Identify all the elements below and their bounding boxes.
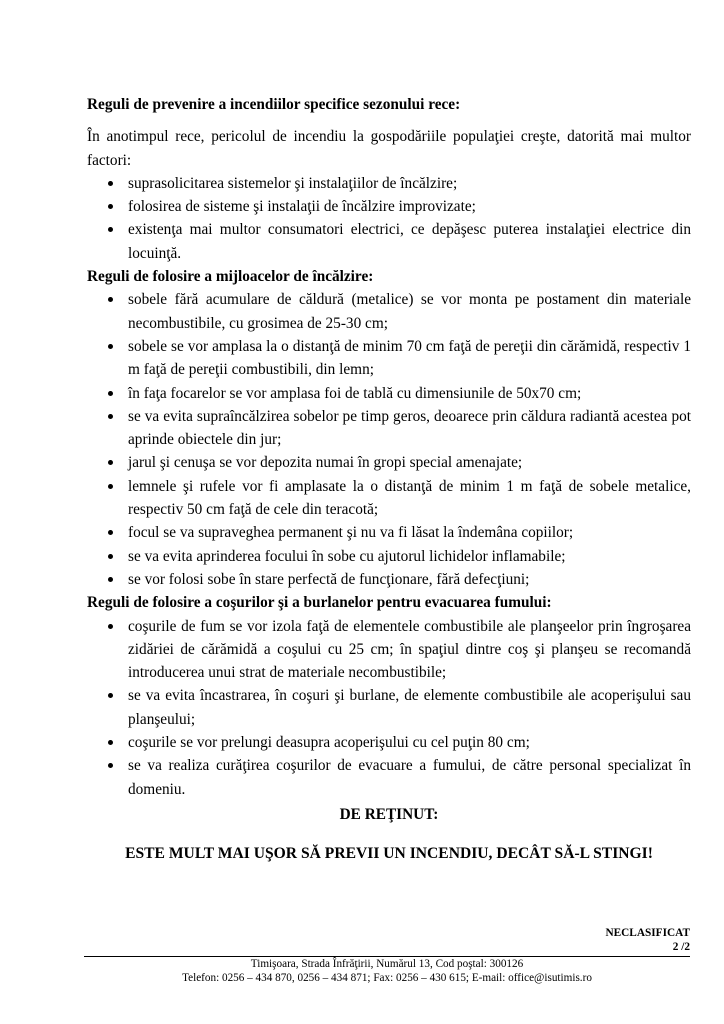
section-heading-heating: Reguli de folosire a mijloacelor de încălzire: — [87, 268, 374, 286]
document-body — [87, 93, 691, 866]
list-item: se va realiza curăţirea coşurilor de evacuare a fumului, de către personal specializat în domeniu. — [87, 754, 691, 801]
page-number: 2 /2 — [672, 941, 690, 953]
list-item: se va evita supraîncălzirea sobelor pe timp geros, deoarece prin căldura radiantă acestea pot aprinde obiectele din jur; — [87, 405, 691, 452]
footer-divider — [84, 956, 690, 957]
section-heading-cold-season: Reguli de prevenire a incendiilor specifice sezonului rece: — [87, 96, 461, 113]
list-item: în faţa focarelor se vor amplasa foi de tablă cu dimensiunile de 50x70 cm; — [87, 382, 691, 405]
list-item: sobele fără acumulare de căldură (metalice) se vor monta pe postament din materiale necombustibile, cu grosimea de 25-30 cm; — [87, 288, 691, 335]
classification-block — [605, 926, 690, 954]
heating-rules-list — [87, 288, 691, 591]
callout-slogan: ESTE MULT MAI UŞOR SĂ PREVII UN INCENDIU, DECÂT SĂ-L STINGI! — [125, 845, 653, 863]
list-item: coşurile de fum se vor izola faţă de elementele combustibile ale planşeelor prin îngroşarea zidăriei de cărămidă a coşului cu 25 cm; în spaţiul dintre coş şi planşeu se recomandă introducerea unui strat de materiale necombustibile; — [87, 615, 691, 685]
classification-label: NECLASIFICAT — [605, 927, 690, 939]
intro-paragraph: În anotimpul rece, pericolul de incendiu la gospodăriile populaţiei creşte, datorită mai multor factori: — [87, 128, 691, 169]
list-item: folosirea de sisteme şi instalaţii de încălzire improvizate; — [87, 195, 691, 218]
list-item: se vor folosi sobe în stare perfectă de funcţionare, fără defecţiuni; — [87, 568, 691, 591]
list-item: coşurile se vor prelungi deasupra acoperişului cu cel puţin 80 cm; — [87, 731, 691, 754]
list-item: se va evita aprinderea focului în sobe cu ajutorul lichidelor inflamabile; — [87, 545, 691, 568]
list-item: sobele se vor amplasa la o distanţă de minim 70 cm faţă de pereţii din cărămidă, respectiv 1 m faţă de pereţii combustibili, din lemn; — [87, 335, 691, 382]
footer-address: Timişoara, Strada Înfrăţirii, Numărul 13, Cod poştal: 300126 — [250, 958, 524, 970]
list-item: focul se va supraveghea permanent şi nu va fi lăsat la îndemâna copiilor; — [87, 521, 691, 544]
footer-contacts: Telefon: 0256 – 434 870, 0256 – 434 871; Fax: 0256 – 430 615; E-mail: office@isutimis.ro — [182, 971, 592, 984]
list-item: suprasolicitarea sistemelor şi instalaţiilor de încălzire; — [87, 172, 691, 195]
risk-factors-list — [87, 172, 691, 265]
list-item: existenţa mai multor consumatori electrici, ce depăşesc puterea instalaţiei electrice din locuinţă. — [87, 218, 691, 265]
section-heading-chimneys: Reguli de folosire a coşurilor şi a burlanelor pentru evacuarea fumului: — [87, 594, 552, 612]
chimney-rules-list — [87, 615, 691, 801]
page-footer — [84, 958, 690, 985]
callout-title: DE REŢINUT: — [339, 805, 439, 823]
list-item: se va evita încastrarea, în coşuri şi burlane, de elemente combustibile ale acoperişului sau planşeului; — [87, 684, 691, 731]
list-item: lemnele şi rufele vor fi amplasate la o distanţă de minim 1 m faţă de sobele metalice, respectiv 50 cm faţă de cele din teracotă; — [87, 475, 691, 522]
list-item: jarul şi cenuşa se vor depozita numai în gropi special amenajate; — [87, 451, 691, 474]
